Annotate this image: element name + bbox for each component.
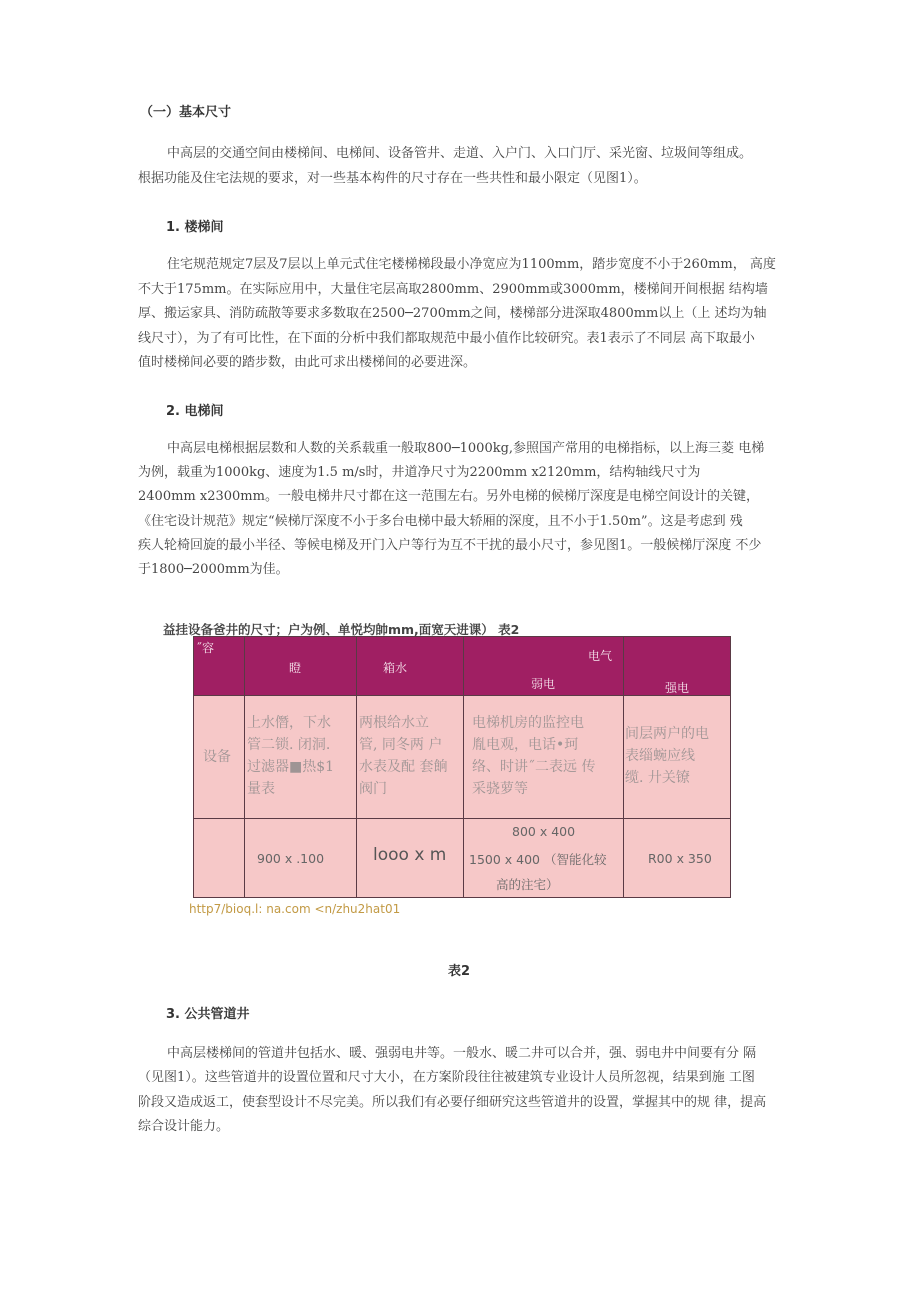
table-row — [194, 696, 731, 819]
table-cell — [464, 696, 624, 819]
table-header-row — [194, 637, 731, 696]
table-caption: 益挂设备爸井的尺寸；户为例、单悦均帥mm,面宽天进课） 表2 — [163, 622, 520, 637]
table-cell — [464, 819, 624, 898]
weak-current-equipment-text: 电梯机房的监控电 胤电观，电话•珂 络、时讲˝二表远 传 采骁萝等 — [472, 715, 596, 797]
weak-current-size-2: 1500 x 400 （智能化较 — [469, 852, 607, 867]
header-cell — [245, 637, 357, 696]
intro-line: 中高层的交通空间由楼梯间、电梯间、设备管井、走道、入户门、入口门厅、采光窗、垃圾间等组成。 — [167, 146, 753, 161]
table-label: 表2 — [448, 964, 471, 979]
equipment-shaft-table — [193, 636, 731, 898]
table-cell — [357, 819, 464, 898]
header-weak-current: 弱电 — [531, 677, 556, 691]
strong-current-size: R00 x 350 — [648, 851, 712, 866]
section-title-stair: 1. 楼梯间 — [166, 220, 224, 235]
shaft-line: 中高层楼梯间的管道井包括水、暖、强弱电井等。一般水、暖二井可以合并，强、弱电井中间要有分 隔 — [167, 1046, 757, 1061]
water-equipment-text: 两根给水立 管, 同冬两 户 水表及配 套餉 阀门 — [359, 715, 448, 797]
watermark-url: http7/bioq.l: na.com <n/zhu2hat01 — [189, 902, 401, 916]
table-cell — [194, 819, 245, 898]
weak-current-size-3: 高的注宅） — [496, 877, 559, 892]
header-heating: 瞪 — [289, 661, 302, 675]
table-cell — [245, 819, 357, 898]
heating-size: 900 x .100 — [257, 851, 325, 866]
shaft-line: 阶段又造成返工，使套型设计不尽完美。所以我们有必要仔细研究这些管道井的设置，掌握其中的规 律，提高 — [138, 1095, 767, 1110]
header-cell — [194, 637, 245, 696]
weak-current-size-1: 800 x 400 — [512, 824, 576, 839]
shaft-line: （见图1）。这些管道井的设置位置和尺寸大小，在方案阶段往往被建筑专业设计人员所忽视，结果到施 工图 — [138, 1070, 755, 1085]
section-title-shaft: 3. 公共管道井 — [166, 1007, 250, 1022]
table-cell — [245, 696, 357, 819]
table-cell — [357, 696, 464, 819]
table-cell — [624, 696, 731, 819]
header-cell — [357, 637, 464, 696]
stair-line: 不大于175mm。在实际应用中，大量住宅层高取2800mm、2900mm或3000mm，楼梯间开间根据 结构墙 — [138, 282, 768, 297]
elevator-line: 疾人轮椅回旋的最小半径、等候电梯及开门入户等行为互不干扰的最小尺寸，参见图1。一般候梯厅深度 不少 — [138, 538, 762, 553]
table-cell — [194, 696, 245, 819]
stair-line: 值时楼梯间必要的踏步数，由此可求出楼梯间的必要进深。 — [138, 355, 477, 370]
elevator-line: 2400mm x2300mm。一般电梯井尺寸都在这一范围左右。另外电梯的候梯厅深度是电梯空间设计的关键， — [138, 489, 759, 504]
header-cell — [464, 637, 624, 696]
header-water: 箱水 — [383, 661, 408, 675]
row-label-equipment: 设备 — [203, 749, 231, 765]
elevator-line: 中高层电梯根据层数和人数的关系载重一般取800─1000kg,参照国产常用的电梯指标，以上海三菱 电梯 — [167, 441, 765, 456]
stair-line: 住宅规范规定7层及7层以上单元式住宅楼梯梯段最小净宽应为1100mm，踏步宽度不小于260mm， 高度 — [167, 257, 776, 272]
stair-line: 线尺寸），为了有可比性，在下面的分析中我们都取规范中最小值作比较研究。表1表示了不同层 高下取最小 — [138, 331, 755, 346]
water-size: looo x m — [373, 845, 447, 865]
section-title-basic: （一）基本尺寸 — [140, 105, 232, 120]
stair-line: 厚、搬运家具、消防疏散等要求多数取在2500─2700mm之间，楼梯部分进深取4800mm以上（上 述均为轴 — [138, 306, 767, 321]
section-title-elevator: 2. 电梯间 — [166, 404, 224, 419]
table-row — [194, 819, 731, 898]
shaft-line: 综合设计能力。 — [138, 1119, 230, 1134]
strong-current-equipment-text: 间层两户的电 表缁蜿应线 缆. 廾关镣 — [625, 726, 709, 786]
intro-line: 根据功能及住宅法规的要求，对一些基本构件的尺寸存在一些共性和最小限定（见图1）。 — [138, 171, 647, 186]
elevator-line: 为例，载重为1000kg、速度为1.5 m/s时，井道净尺寸为2200mm x2120mm，结构轴线尺寸为 — [138, 465, 701, 480]
header-strong-current: 强电 — [665, 681, 690, 695]
heating-equipment-text: 上水僭，下水 管二锁. 闭洞. 过滤器■热$1 量表 — [247, 715, 335, 797]
header-cell — [624, 637, 731, 696]
header-corner-label: ˝容 — [196, 641, 215, 655]
elevator-line: 《住宅设计规范》规定“候梯厅深度不小于多台电梯中最大轿厢的深度，且不小于1.50m”。这是考虑到 残 — [138, 514, 743, 529]
header-electric: 电气 — [588, 649, 613, 663]
table-cell — [624, 819, 731, 898]
elevator-line: 于1800─2000mm为佳。 — [138, 562, 289, 577]
